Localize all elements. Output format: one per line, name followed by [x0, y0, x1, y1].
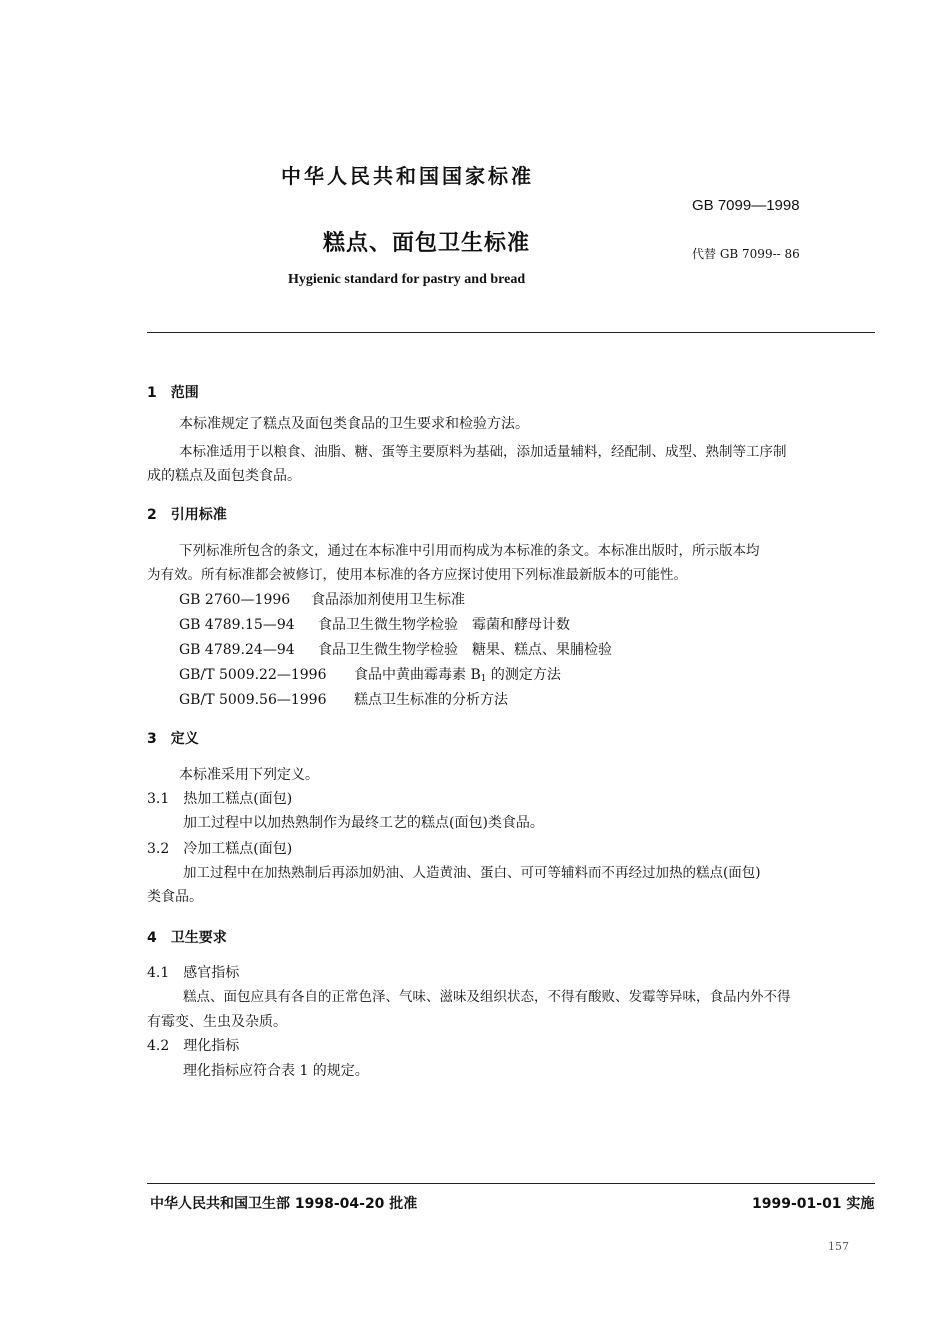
reference-code: GB/T 5009.22—1996 [179, 667, 327, 683]
definition-3-1-title: 3.1 热加工糕点(面包) [147, 791, 293, 807]
reference-name: 糕点卫生标准的分析方法 [354, 692, 508, 708]
standard-code: GB 7099—1998 [692, 197, 800, 214]
section-1-paragraph-2-line-2: 成的糕点及面包类食品。 [147, 468, 301, 484]
page-number: 157 [828, 1240, 849, 1253]
requirement-4-1-title: 4.1 感官指标 [147, 965, 240, 981]
document-title-en: Hygienic standard for pastry and bread [288, 272, 526, 287]
national-standard-title: 中华人民共和国国家标准 [281, 164, 534, 188]
definition-3-1-text: 加工过程中以加热熟制作为最终工艺的糕点(面包)类食品。 [183, 815, 544, 831]
requirement-4-2-title: 4.2 理化指标 [147, 1038, 240, 1054]
requirement-4-2-text: 理化指标应符合表 1 的规定。 [183, 1063, 369, 1079]
section-1-paragraph-1: 本标准规定了糕点及面包类食品的卫生要求和检验方法。 [179, 416, 529, 432]
reference-name-text-suffix: 的测定方法 [486, 667, 561, 683]
reference-code: GB 2760—1996 [179, 592, 291, 608]
document-title-cn: 糕点、面包卫生标准 [323, 231, 531, 256]
definition-3-2-text-line-2: 类食品。 [147, 889, 203, 905]
definition-3-2-title: 3.2 冷加工糕点(面包) [147, 841, 293, 857]
section-1-heading: 1 范围 [147, 385, 199, 401]
reference-name: 食品添加剂使用卫生标准 [311, 592, 465, 608]
reference-code: GB 4789.24—94 [179, 642, 295, 658]
reference-name-text: 食品中黄曲霉毒素 B [354, 667, 481, 683]
approval-line: 中华人民共和国卫生部 1998-04-20 批准 [150, 1196, 418, 1212]
section-2-heading: 2 引用标准 [147, 507, 227, 523]
reference-code: GB 4789.15—94 [179, 617, 295, 633]
definition-3-2-text-line-1: 加工过程中在加热熟制后再添加奶油、人造黄油、蛋白、可可等辅料而不再经过加热的糕点(面包) [183, 865, 761, 881]
reference-name: 食品卫生微生物学检验 糖果、糕点、果脯检验 [318, 642, 612, 658]
requirement-4-1-text-line-1: 糕点、面包应具有各自的正常色泽、气味、滋味及组织状态，不得有酸败、发霉等异味，食品内外不得 [183, 989, 791, 1005]
replaces-standard: 代替 GB 7099-- 86 [692, 247, 800, 261]
header-divider [147, 332, 875, 333]
section-3-heading: 3 定义 [147, 731, 199, 747]
section-4-heading: 4 卫生要求 [147, 930, 227, 946]
reference-name [354, 664, 561, 690]
section-2-paragraph-line-1: 下列标准所包含的条文，通过在本标准中引用而构成为本标准的条文。本标准出版时，所示版本均 [179, 543, 760, 559]
section-3-intro: 本标准采用下列定义。 [179, 767, 319, 783]
reference-name: 食品卫生微生物学检验 霉菌和酵母计数 [318, 617, 570, 633]
requirement-4-1-text-line-2: 有霉变、生虫及杂质。 [147, 1014, 287, 1030]
reference-code: GB/T 5009.56—1996 [179, 692, 327, 708]
implementation-date: 1999-01-01 实施 [752, 1196, 875, 1212]
section-1-paragraph-2-line-1: 本标准适用于以粮食、油脂、糖、蛋等主要原料为基础，添加适量辅料，经配制、成型、熟制等工序制 [179, 444, 787, 460]
footer-divider [147, 1183, 875, 1184]
section-2-paragraph-line-2: 为有效。所有标准都会被修订，使用本标准的各方应探讨使用下列标准最新版本的可能性。 [147, 567, 687, 583]
reference-name-subscript: 1 [480, 674, 487, 684]
